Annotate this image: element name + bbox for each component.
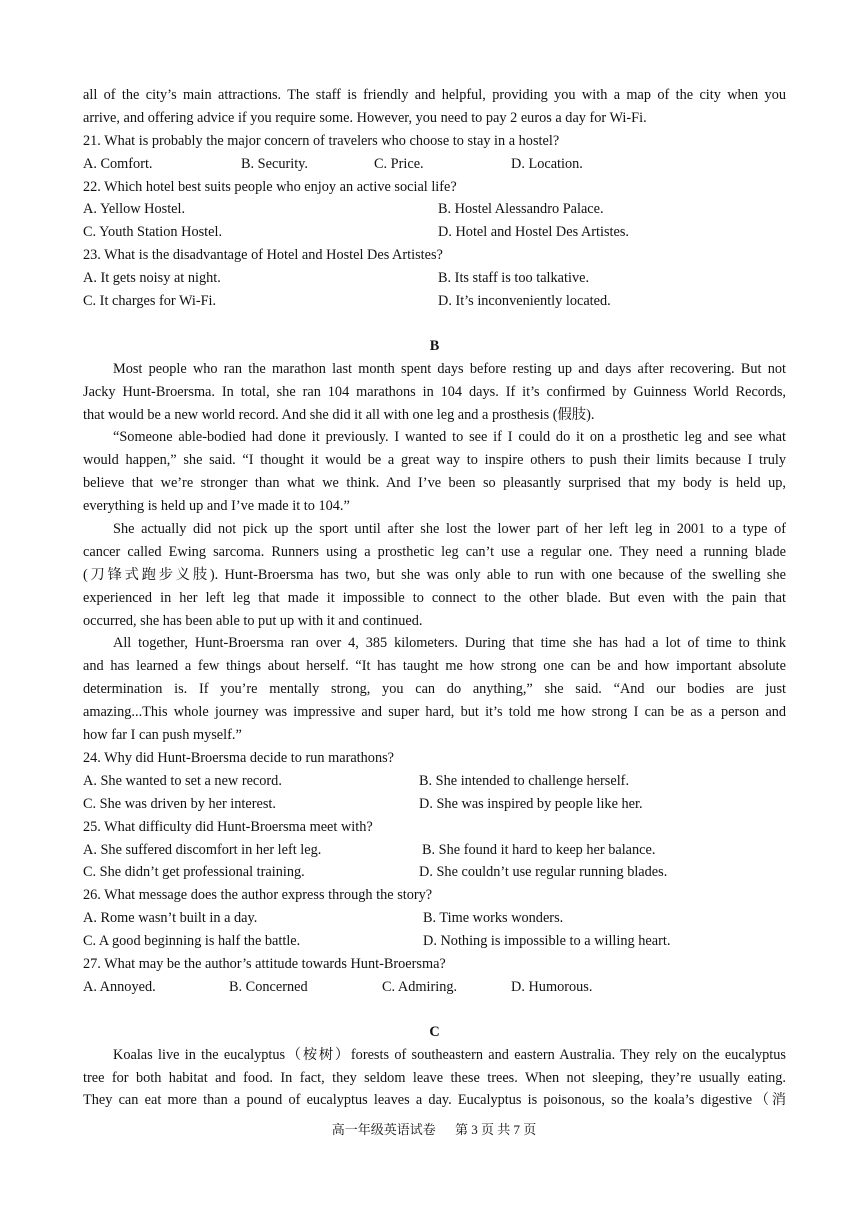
text-line: arrive, and offering advice if you require some. However, you need to pay 2 euros a day for Wi-Fi. bbox=[83, 109, 647, 126]
option-row bbox=[83, 930, 786, 953]
text-line: “Someone able-bodied had done it previously. I wanted to see if I could do it on a prosthetic leg and see what bbox=[113, 429, 786, 446]
option-d: D. She couldn’t use regular running blades. bbox=[419, 864, 668, 881]
option-c: C. She was driven by her interest. bbox=[83, 795, 276, 812]
passage-b bbox=[83, 358, 786, 747]
option-b: B. Hostel Alessandro Palace. bbox=[438, 201, 604, 218]
question-stem: 25. What difficulty did Hunt-Broersma meet with? bbox=[83, 818, 373, 835]
option-row bbox=[83, 861, 786, 884]
option-d: D. She was inspired by people like her. bbox=[419, 795, 643, 812]
text-line: Koalas live in the eucalyptus（桉树）forests of southeastern and eastern Australia. They rely on the eucalyptus bbox=[113, 1046, 786, 1063]
option-row bbox=[83, 267, 786, 290]
option-c: C. A good beginning is half the battle. bbox=[83, 933, 301, 950]
question-stem: 21. What is probably the major concern of travelers who choose to stay in a hostel? bbox=[83, 132, 560, 149]
option-row bbox=[83, 290, 786, 313]
text-line: (刀锋式跑步义肢). Hunt-Broersma has two, but she was only able to run with one because of the swelling she bbox=[83, 566, 786, 583]
question-23 bbox=[83, 244, 786, 313]
option-a: A. She suffered discomfort in her left leg. bbox=[83, 841, 322, 858]
text-line: Most people who ran the marathon last month spent days before resting up and days after recovering. But not bbox=[113, 360, 786, 377]
option-a: A. Rome wasn’t built in a day. bbox=[83, 910, 258, 927]
exam-page-content bbox=[83, 84, 786, 1112]
question-stem: 22. Which hotel best suits people who enjoy an active social life? bbox=[83, 178, 457, 195]
paragraph bbox=[83, 518, 786, 632]
paragraph bbox=[83, 358, 786, 427]
option-row bbox=[83, 153, 786, 176]
section-b-title: B bbox=[429, 337, 440, 354]
passage-c bbox=[83, 1044, 786, 1113]
question-21 bbox=[83, 130, 786, 176]
paragraph bbox=[83, 426, 786, 518]
text-line: believe that we’re stronger than what we think. And I’ve been so pleasantly surprised that my body is held up, bbox=[83, 475, 786, 492]
option-c: C. She didn’t get professional training. bbox=[83, 864, 305, 881]
option-b: B. Its staff is too talkative. bbox=[438, 270, 590, 287]
text-line: amazing...This whole journey was impressive and super hard, but it’s told me how strong I can be as a person and bbox=[83, 704, 786, 721]
text-line: everything is held up and I’ve made it to 104.” bbox=[83, 498, 350, 515]
option-c: C. Youth Station Hostel. bbox=[83, 224, 223, 241]
option-row bbox=[83, 976, 786, 999]
option-d: D. Hotel and Hostel Des Artistes. bbox=[438, 224, 629, 241]
text-line: Jacky Hunt-Broersma. In total, she ran 104 marathons in 104 days. If it’s confirmed by Guinness World Records, bbox=[83, 383, 786, 400]
paragraph bbox=[83, 632, 786, 746]
question-24 bbox=[83, 747, 786, 816]
text-line: determination is. If you’re mentally strong, you can do anything,” she said. “And our bodies are just bbox=[83, 681, 786, 698]
option-d: D. Location. bbox=[511, 155, 583, 172]
question-22 bbox=[83, 176, 786, 245]
question-25 bbox=[83, 816, 786, 885]
page-number: 第 3 页 共 7 页 bbox=[455, 1122, 537, 1137]
option-row bbox=[83, 221, 786, 244]
question-stem: 23. What is the disadvantage of Hotel and Hostel Des Artistes? bbox=[83, 247, 443, 264]
option-row bbox=[83, 907, 786, 930]
option-b: B. Security. bbox=[241, 155, 308, 172]
question-stem: 26. What message does the author express through the story? bbox=[83, 887, 433, 904]
option-d: D. Nothing is impossible to a willing heart. bbox=[423, 933, 671, 950]
option-a: A. Comfort. bbox=[83, 155, 153, 172]
text-line: that would be a new world record. And she did it all with one leg and a prosthesis (假肢). bbox=[83, 406, 595, 423]
question-27 bbox=[83, 953, 786, 999]
text-line: and has learned a few things about herself. “It has taught me how strong one can be and how important absolute bbox=[83, 658, 786, 675]
option-b: B. Concerned bbox=[229, 978, 308, 995]
page-footer bbox=[0, 1122, 868, 1138]
option-row bbox=[83, 793, 786, 816]
text-line: tree for both habitat and food. In fact, they seldom leave these trees. When not sleeping, they’re usually eating. bbox=[83, 1069, 786, 1086]
option-a: A. Annoyed. bbox=[83, 978, 156, 995]
option-c: C. It charges for Wi-Fi. bbox=[83, 293, 217, 310]
option-d: D. It’s inconveniently located. bbox=[438, 293, 611, 310]
text-line: cancer called Ewing sarcoma. Runners using a prosthetic leg can’t use a regular one. They need a running blade bbox=[83, 543, 786, 560]
question-stem: 24. Why did Hunt-Broersma decide to run marathons? bbox=[83, 749, 395, 766]
option-b: B. She found it hard to keep her balance. bbox=[422, 841, 656, 858]
text-line: how far I can push myself.” bbox=[83, 727, 242, 744]
option-a: A. She wanted to set a new record. bbox=[83, 772, 282, 789]
option-c: C. Admiring. bbox=[382, 978, 458, 995]
option-a: A. It gets noisy at night. bbox=[83, 270, 221, 287]
option-d: D. Humorous. bbox=[511, 978, 593, 995]
text-line: occurred, she has been able to put up with it and continued. bbox=[83, 612, 423, 629]
option-row bbox=[83, 839, 786, 862]
option-b: B. She intended to challenge herself. bbox=[419, 772, 630, 789]
option-b: B. Time works wonders. bbox=[423, 910, 564, 927]
text-line: experienced in her left leg that made it impossible to connect to the other blade. But even with the pain that bbox=[83, 589, 786, 606]
option-row bbox=[83, 198, 786, 221]
text-line: They can eat more than a pound of eucalyptus leaves a day. Eucalyptus is poisonous, so the koala’s digestive（消 bbox=[83, 1092, 786, 1109]
section-c-title: C bbox=[429, 1023, 440, 1040]
option-a: A. Yellow Hostel. bbox=[83, 201, 186, 218]
option-c: C. Price. bbox=[374, 155, 424, 172]
question-26 bbox=[83, 884, 786, 953]
option-row bbox=[83, 770, 786, 793]
passage-a-ending bbox=[83, 84, 786, 130]
exam-title: 高一年级英语试卷 bbox=[331, 1122, 436, 1137]
text-line: would happen,” she said. “I thought it would be a great way to inspire others to push their limits because I truly bbox=[83, 452, 786, 469]
text-line: All together, Hunt-Broersma ran over 4, 385 kilometers. During that time she has had a lot of time to think bbox=[113, 635, 786, 652]
text-line: all of the city’s main attractions. The staff is friendly and helpful, providing you with a map of the city when you bbox=[83, 87, 786, 103]
text-line: She actually did not pick up the sport until after she lost the lower part of her left leg in 2001 to a type of bbox=[113, 521, 786, 538]
question-stem: 27. What may be the author’s attitude towards Hunt-Broersma? bbox=[83, 955, 446, 972]
